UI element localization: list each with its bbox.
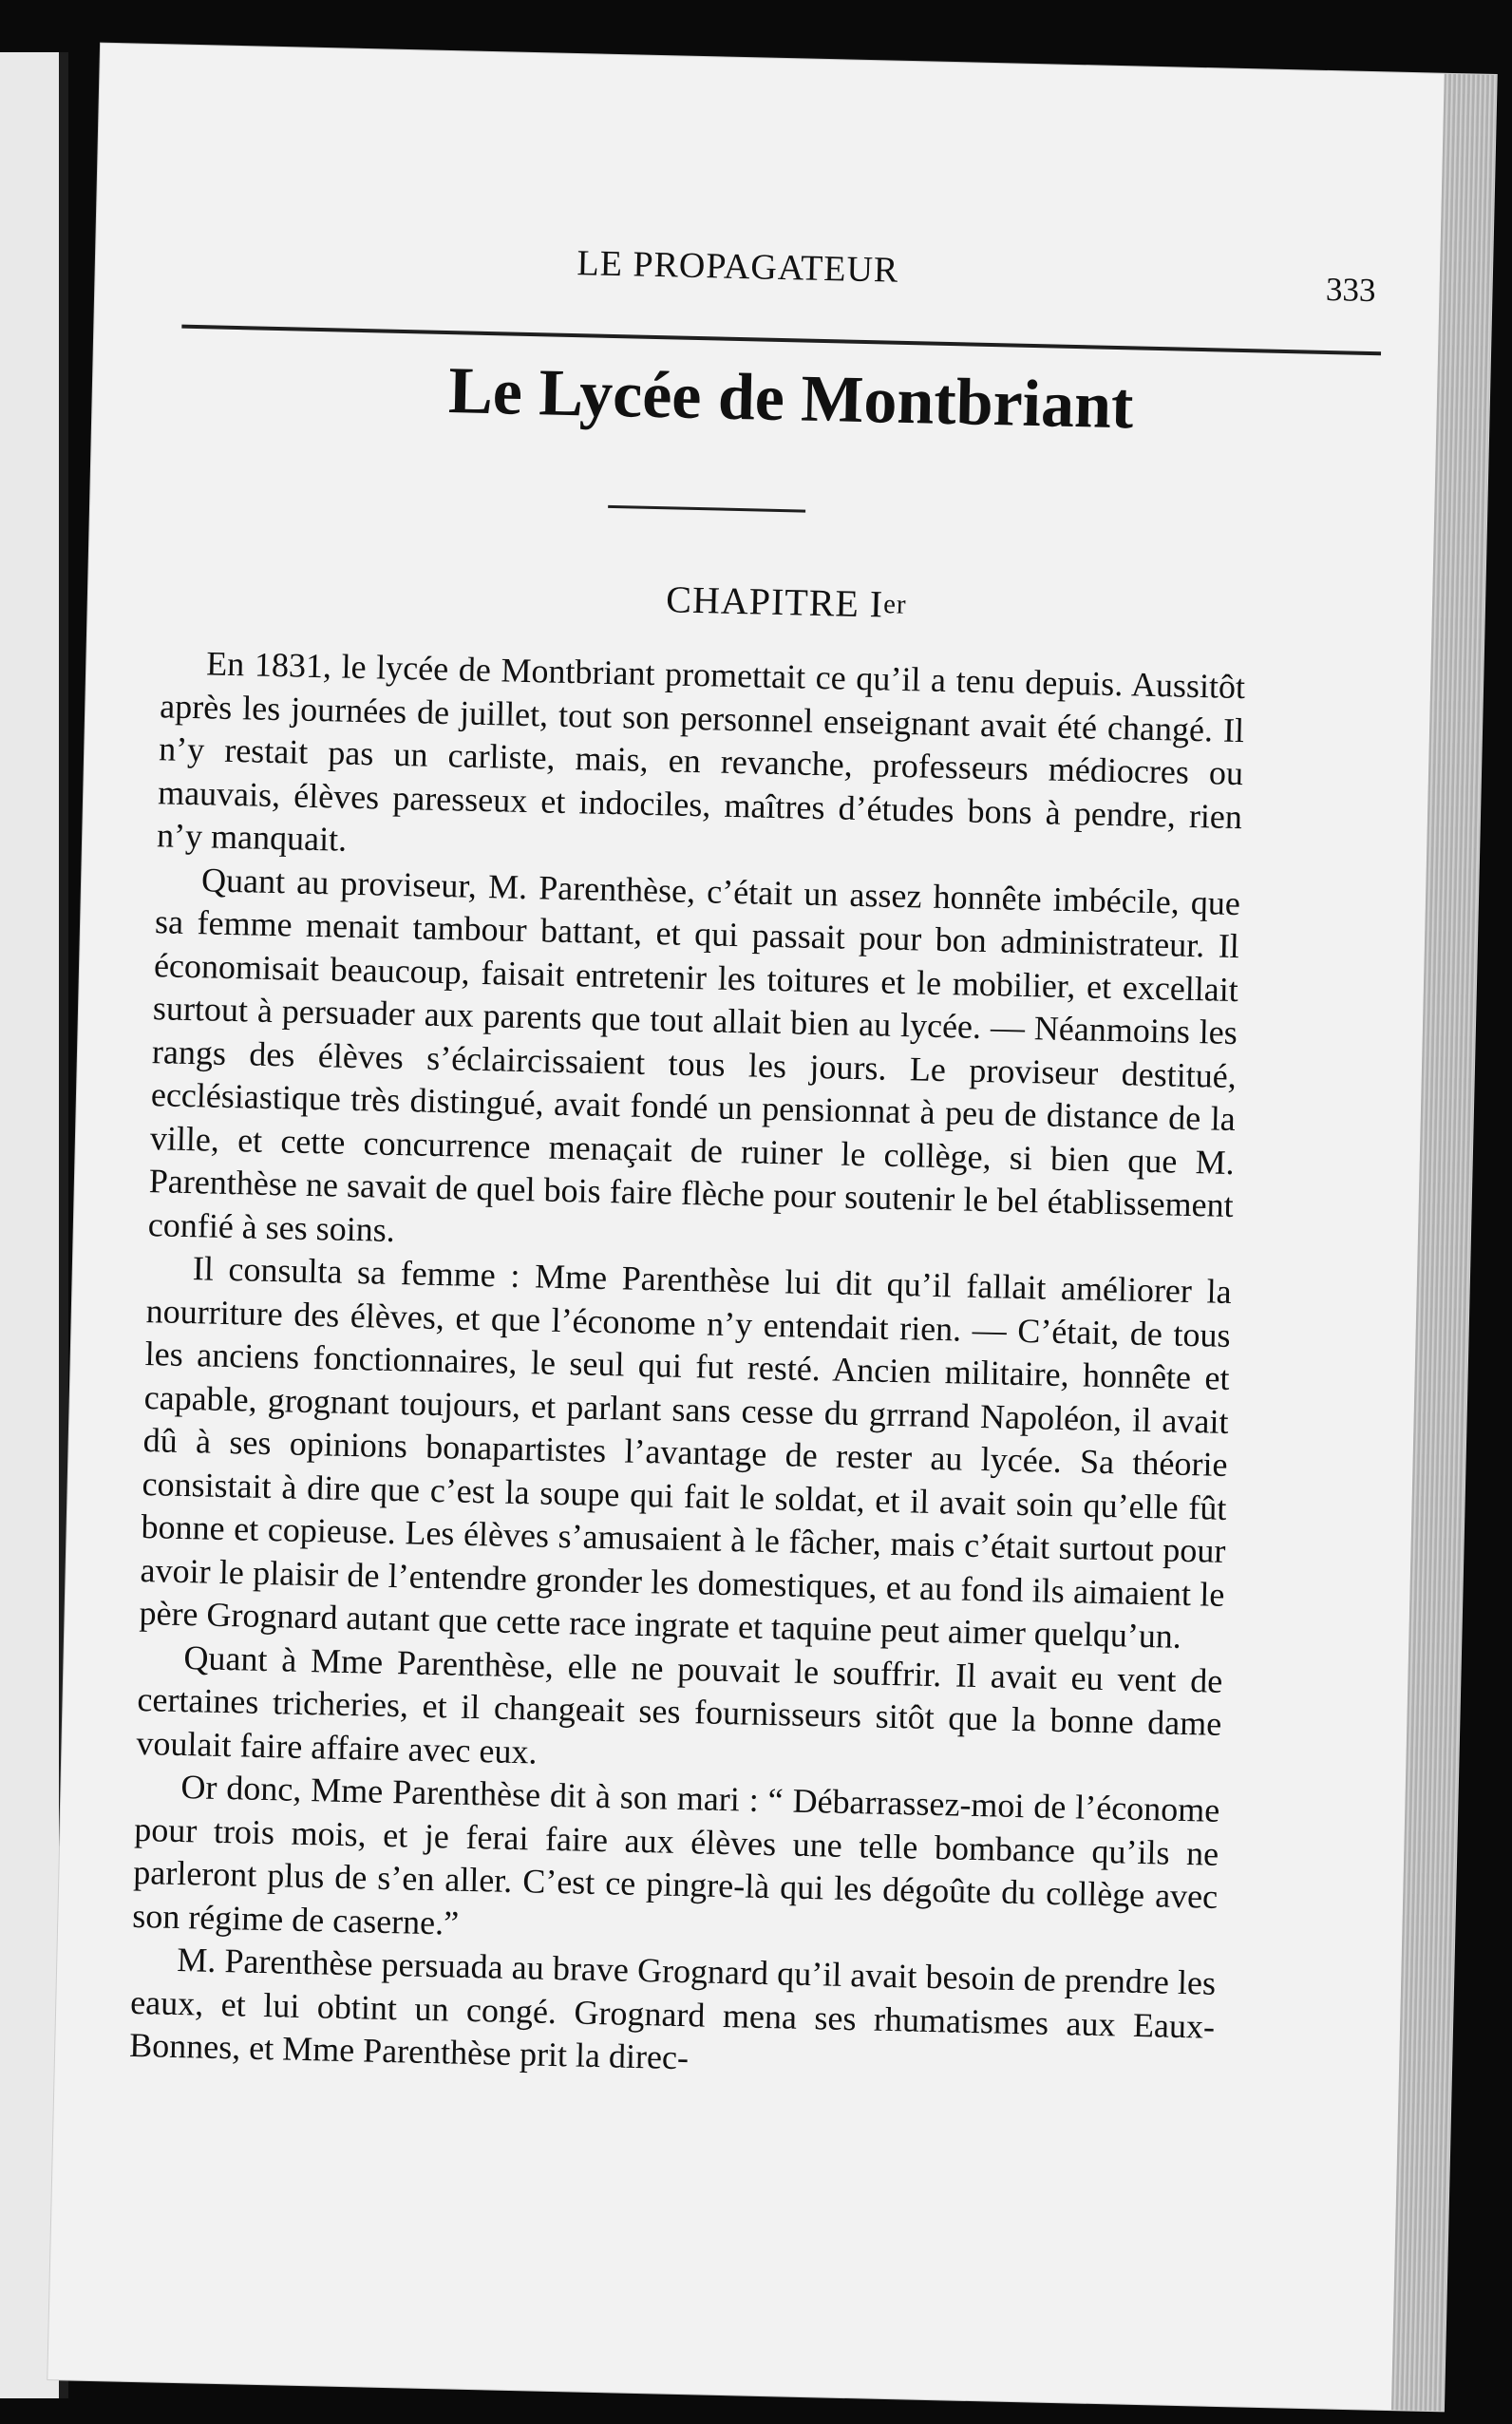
chapter-label: CHAPITRE I (665, 578, 884, 626)
book-page (47, 44, 1496, 2412)
title-rule (608, 505, 805, 513)
paragraph-1: En 1831, le lycée de Montbriant promettait ce qu’il a tenu depuis. Aussitôt après les journées de juillet, tout son personnel enseignant avait été changé. Il n’y restait pas un carliste, mais, en revanche, professeurs médiocres ou mauvais, élèves paresseux et indociles, maîtres d’études bons à pendre, rien n’y manquait. (156, 644, 1246, 859)
paragraph-3: Il consulta sa femme : Mme Parenthèse lui dit qu’il fallait améliorer la nourriture des élèves, et que l’économe n’y entendait rien. — C’était, de tous les anciens fonctionnaires, le seul qui fut resté. Ancien militaire, honnête et capable, grognant toujours, et parlant sans cesse du grrrand Napoléon, il avait dû à ses opinions bonapartistes l’avantage de rester au lycée. Sa théorie consistait à dire que c’est la soupe qui fait le soldat, et il avait soin qu’elle fût bonne et copieuse. Les élèves s’amusaient à le fâcher, mais c’était surtout pour avoir le plaisir de l’entendre gronder les domestiques, et au fond ils aimaient le père Grognard autant que cette race ingrate et taquine peut aimer quelqu’un. (139, 1249, 1233, 1656)
running-head: LE PROPAGATEUR (576, 243, 899, 291)
paragraph-2: Quant au proviseur, M. Parenthèse, c’était un assez honnête imbécile, que sa femme menait tambour battant, et qui passait pour bon administrateur. Il économisait beaucoup, faisait entretenir les toitures et le mobilier, et excellait surtout à persuader aux parents que tout allait bien au lycée. — Néanmoins les rangs des élèves s’éclaircissaient tous les jours. Le proviseur destitué, ecclésiastique très distingué, avait fondé un pensionnat à peu de distance de la ville, et cette concurrence menaçait de ruiner le collège, si bien que M. Parenthèse ne savait de quel bois faire flèche pour soutenir le bel établissement confié à ses soins. (147, 860, 1241, 1249)
article-title: Le Lycée de Montbriant (447, 354, 1135, 444)
paragraph-4: Quant à Mme Parenthèse, elle ne pouvait le souffrir. Il avait eu vent de certaines tricheries, et il changeait ses fournisseurs sitôt que la bonne dame voulait faire affaire avec eux. (136, 1638, 1223, 1771)
paragraph-5: Or donc, Mme Parenthèse dit à son mari : “ Débarrassez-moi de l’économe pour trois mois, et je ferai faire aux élèves une telle bombance qu’ils ne parleront plus de s’en aller. C’est ce pingre-là qui les dégoûte du collège avec son régime de caserne.” (131, 1768, 1220, 1942)
chapter-heading (88, 564, 1485, 640)
chapter-suffix: er (882, 589, 907, 620)
page-header (181, 234, 1376, 363)
page-number: 333 (1325, 270, 1376, 310)
body-text (129, 641, 1246, 2092)
paragraph-6: M. Parenthèse persuada au brave Grognard qu’il avait besoin de prendre les eaux, et lui obtint un congé. Grognard mena ses rhumatismes aux Eaux-Bonnes, et Mme Parenthèse prit la direc- (128, 1940, 1217, 2077)
